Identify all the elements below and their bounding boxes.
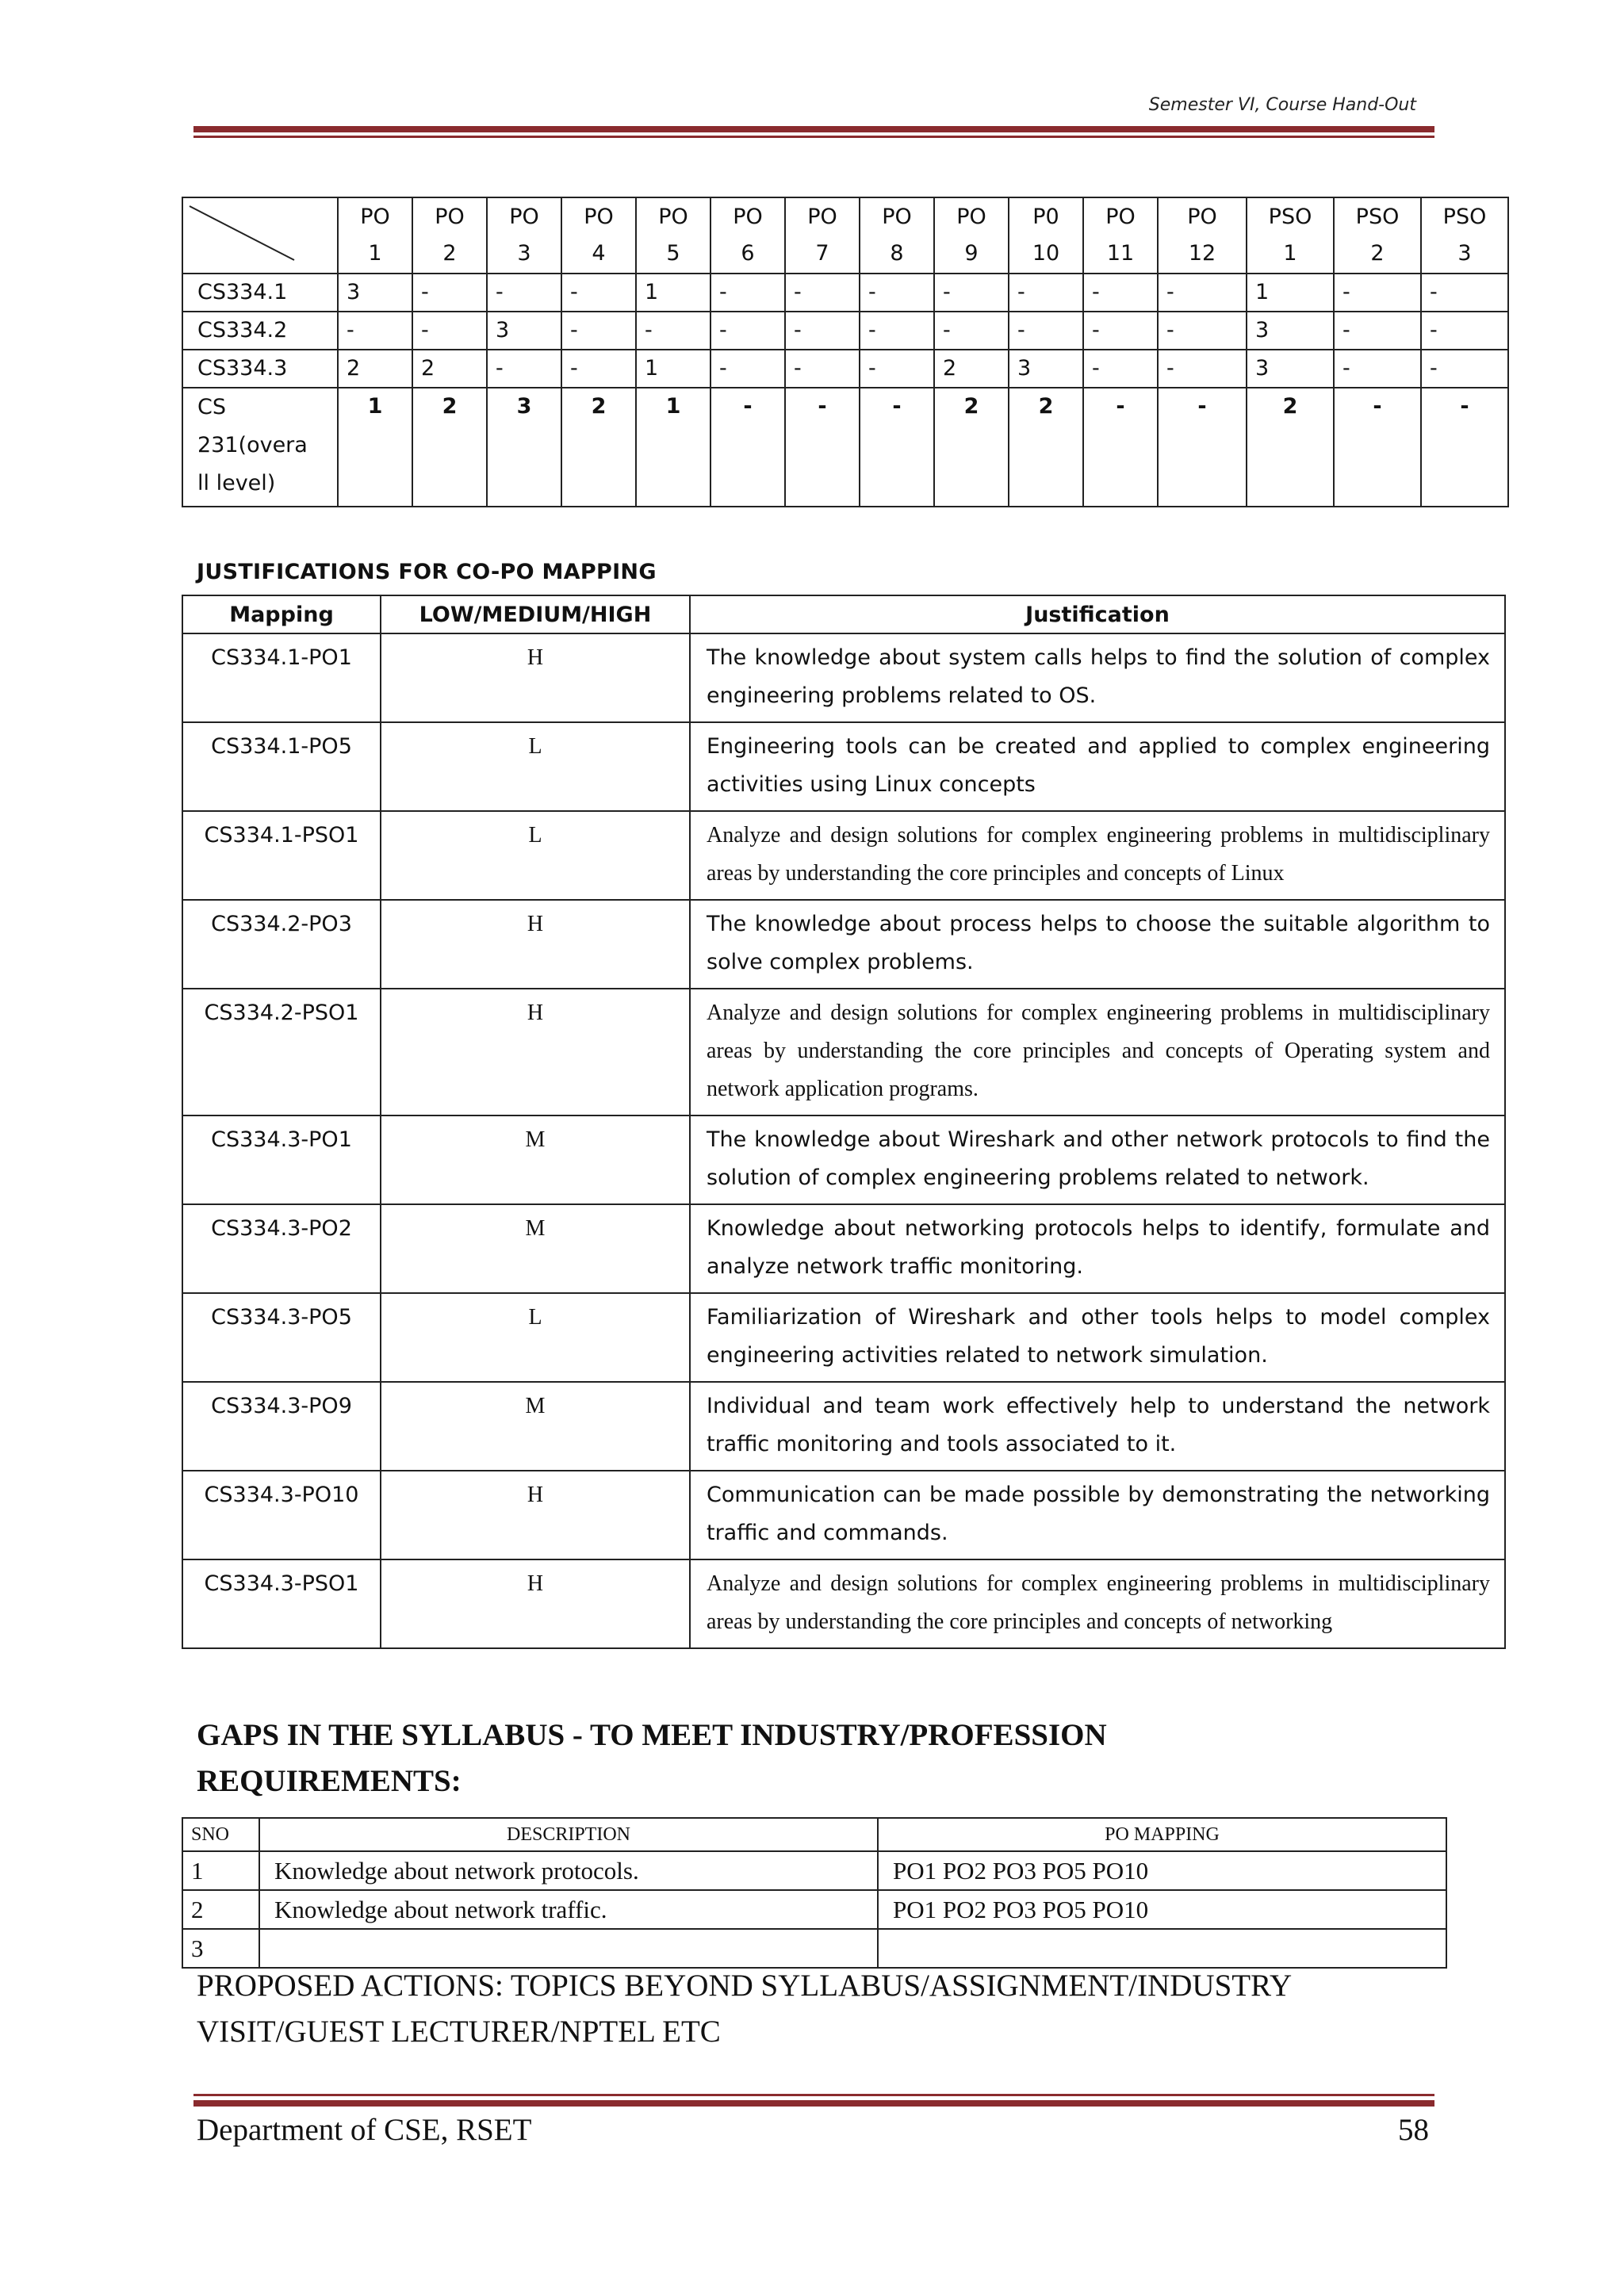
matrix-overall-row xyxy=(182,388,1508,507)
overall-value-cell xyxy=(1083,388,1158,507)
matrix-value-cell: 1 xyxy=(636,274,710,312)
justification-row xyxy=(182,811,1505,900)
col-header-number: 4 xyxy=(592,241,606,266)
matrix-value-cell: - xyxy=(487,350,561,388)
matrix-value-cell: - xyxy=(1083,350,1158,388)
col-header-label: PO xyxy=(360,205,390,229)
matrix-value-cell: - xyxy=(1009,312,1083,350)
matrix-col-header xyxy=(1247,197,1334,274)
matrix-value-cell: - xyxy=(710,312,785,350)
matrix-value-cell: - xyxy=(338,312,412,350)
level-cell: H xyxy=(381,1559,690,1648)
overall-value-cell xyxy=(1421,388,1508,507)
justification-row xyxy=(182,989,1505,1115)
gaps-table xyxy=(182,1817,1447,1969)
overall-label-line: 231(overa xyxy=(197,433,308,457)
matrix-header-row xyxy=(182,197,1508,274)
proposed-line1: PROPOSED ACTIONS: TOPICS BEYOND SYLLABUS/ASSIGNMENT/INDUSTRY xyxy=(197,1969,1293,2003)
overall-value: - xyxy=(1116,394,1125,419)
matrix-col-header xyxy=(785,197,860,274)
matrix-col-header xyxy=(860,197,934,274)
level-cell: L xyxy=(381,811,690,900)
col-header-label: PO xyxy=(1105,205,1136,229)
overall-value: - xyxy=(892,394,902,419)
mapping-cell: CS334.3-PO5 xyxy=(182,1293,381,1382)
matrix-col-header xyxy=(561,197,636,274)
overall-value: 2 xyxy=(1038,394,1054,419)
matrix-value-cell: - xyxy=(1421,312,1508,350)
matrix-value-cell: - xyxy=(934,312,1009,350)
col-header-number: 10 xyxy=(1032,241,1060,266)
col-header-label: PO xyxy=(956,205,986,229)
gaps-header-row xyxy=(182,1818,1446,1851)
matrix-value-cell: - xyxy=(710,350,785,388)
level-cell: L xyxy=(381,1293,690,1382)
sno-cell: 1 xyxy=(182,1851,259,1890)
justification-row xyxy=(182,1293,1505,1382)
gaps-row xyxy=(182,1929,1446,1968)
overall-value-cell xyxy=(860,388,934,507)
justification-text-cell: The knowledge about Wireshark and other network protocols to find the solution of complex engineering problems related to network. xyxy=(690,1115,1505,1204)
matrix-value-cell: - xyxy=(487,274,561,312)
level-cell: H xyxy=(381,989,690,1115)
overall-value-cell xyxy=(561,388,636,507)
matrix-col-header xyxy=(1009,197,1083,274)
justification-text-cell: Analyze and design solutions for complex engineering problems in multidisciplinary areas by understanding the core principles and concepts of networking xyxy=(690,1559,1505,1648)
gaps-title xyxy=(197,1712,1386,1804)
col-header-label: PO xyxy=(882,205,912,229)
justification-row xyxy=(182,722,1505,811)
matrix-value-cell: - xyxy=(561,350,636,388)
justification-header: Justification xyxy=(690,595,1505,633)
overall-value-cell xyxy=(710,388,785,507)
level-cell: M xyxy=(381,1382,690,1471)
col-header-label: PO xyxy=(584,205,614,229)
level-cell: H xyxy=(381,633,690,722)
col-header-label: PSO xyxy=(1442,205,1487,229)
sno-cell: 3 xyxy=(182,1929,259,1968)
col-header-number: 2 xyxy=(1370,241,1385,266)
gaps-row xyxy=(182,1851,1446,1890)
justification-text-cell: Analyze and design solutions for complex engineering problems in multidisciplinary areas by understanding the core principles and concepts of Linux xyxy=(690,811,1505,900)
matrix-col-header xyxy=(636,197,710,274)
sno-cell: 2 xyxy=(182,1890,259,1929)
level-header: LOW/MEDIUM/HIGH xyxy=(381,595,690,633)
overall-value: 1 xyxy=(665,394,681,419)
description-cell: Knowledge about network traffic. xyxy=(259,1890,878,1929)
gaps-title-line1: GAPS IN THE SYLLABUS - TO MEET INDUSTRY/PROFESSION xyxy=(197,1718,1107,1752)
matrix-value-cell: 2 xyxy=(338,350,412,388)
overall-value: - xyxy=(1460,394,1469,419)
col-header-number: 1 xyxy=(368,241,382,266)
overall-value-cell xyxy=(1247,388,1334,507)
mapping-cell: CS334.3-PSO1 xyxy=(182,1559,381,1648)
matrix-value-cell: 3 xyxy=(1247,350,1334,388)
justification-header-row xyxy=(182,595,1505,633)
overall-value-cell xyxy=(487,388,561,507)
matrix-col-header xyxy=(934,197,1009,274)
description-cell xyxy=(259,1929,878,1968)
matrix-col-header xyxy=(487,197,561,274)
col-header-label: PSO xyxy=(1355,205,1400,229)
overall-value-cell xyxy=(934,388,1009,507)
overall-value-cell xyxy=(1009,388,1083,507)
justification-text-cell: Individual and team work effectively help to understand the network traffic monitoring and tools associated to it. xyxy=(690,1382,1505,1471)
justification-row xyxy=(182,1115,1505,1204)
col-header-number: 7 xyxy=(815,241,829,266)
col-header-number: 6 xyxy=(741,241,755,266)
matrix-value-cell: - xyxy=(860,312,934,350)
mapping-cell: CS334.1-PO1 xyxy=(182,633,381,722)
col-header-label: PO xyxy=(435,205,465,229)
matrix-value-cell: - xyxy=(860,350,934,388)
matrix-value-cell: 1 xyxy=(636,350,710,388)
diagonal-line xyxy=(183,198,339,273)
footer-rule-thin xyxy=(193,2094,1434,2096)
justification-text-cell: Knowledge about networking protocols helps to identify, formulate and analyze network traffic monitoring. xyxy=(690,1204,1505,1293)
matrix-value-cell: - xyxy=(561,312,636,350)
matrix-value-cell: - xyxy=(1421,274,1508,312)
matrix-value-cell: - xyxy=(1158,274,1247,312)
mapping-header: Mapping xyxy=(182,595,381,633)
overall-value-cell xyxy=(785,388,860,507)
col-header-number: 3 xyxy=(517,241,531,266)
matrix-value-cell: 2 xyxy=(934,350,1009,388)
matrix-value-cell: 1 xyxy=(1247,274,1334,312)
matrix-value-cell: - xyxy=(1083,312,1158,350)
justification-row xyxy=(182,1382,1505,1471)
col-header-label: PO xyxy=(807,205,837,229)
col-header-label: PO xyxy=(1187,205,1217,229)
matrix-value-cell: - xyxy=(710,274,785,312)
matrix-value-cell: - xyxy=(412,312,487,350)
mapping-cell: CS334.3-PO1 xyxy=(182,1115,381,1204)
po-mapping-cell: PO1 PO2 PO3 PO5 PO10 xyxy=(878,1851,1446,1890)
course-outcome-cell: CS334.3 xyxy=(182,350,338,388)
mapping-cell: CS334.2-PO3 xyxy=(182,900,381,989)
header-rule-thick xyxy=(193,126,1434,132)
matrix-col-header xyxy=(1158,197,1247,274)
col-header-label: PO xyxy=(509,205,539,229)
matrix-row xyxy=(182,312,1508,350)
overall-value-cell xyxy=(1158,388,1247,507)
matrix-col-header xyxy=(338,197,412,274)
matrix-value-cell: - xyxy=(636,312,710,350)
matrix-value-cell: 3 xyxy=(1247,312,1334,350)
matrix-col-header xyxy=(1334,197,1421,274)
description-cell: Knowledge about network protocols. xyxy=(259,1851,878,1890)
matrix-value-cell: 3 xyxy=(338,274,412,312)
justification-row xyxy=(182,633,1505,722)
justification-text-cell: Analyze and design solutions for complex engineering problems in multidisciplinary areas by understanding the core principles and concepts of Operating system and network application programs. xyxy=(690,989,1505,1115)
overall-value-cell xyxy=(636,388,710,507)
overall-value: - xyxy=(1197,394,1207,419)
justification-row xyxy=(182,900,1505,989)
mapping-cell: CS334.3-PO10 xyxy=(182,1471,381,1559)
mapping-cell: CS334.1-PSO1 xyxy=(182,811,381,900)
justification-text-cell: Communication can be made possible by demonstrating the networking traffic and commands. xyxy=(690,1471,1505,1559)
mapping-cell: CS334.2-PSO1 xyxy=(182,989,381,1115)
justification-row xyxy=(182,1204,1505,1293)
matrix-value-cell: 2 xyxy=(412,350,487,388)
matrix-value-cell: - xyxy=(1334,350,1421,388)
overall-label-line: ll level) xyxy=(197,471,276,496)
level-cell: M xyxy=(381,1204,690,1293)
matrix-value-cell: - xyxy=(785,274,860,312)
col-header-number: 2 xyxy=(442,241,457,266)
justification-text-cell: The knowledge about system calls helps to find the solution of complex engineering problems related to OS. xyxy=(690,633,1505,722)
col-header-number: 8 xyxy=(890,241,904,266)
justifications-title: JUSTIFICATIONS FOR CO-PO MAPPING xyxy=(197,560,657,584)
overall-value-cell xyxy=(338,388,412,507)
mapping-cell: CS334.3-PO2 xyxy=(182,1204,381,1293)
level-cell: L xyxy=(381,722,690,811)
page-number: 58 xyxy=(1398,2113,1429,2147)
po-mapping-header: PO MAPPING xyxy=(878,1818,1446,1851)
gaps-row xyxy=(182,1890,1446,1929)
mapping-cell: CS334.3-PO9 xyxy=(182,1382,381,1471)
justification-text-cell: Familiarization of Wireshark and other tools helps to model complex engineering activities related to network simulation. xyxy=(690,1293,1505,1382)
matrix-row xyxy=(182,274,1508,312)
matrix-value-cell: - xyxy=(1158,350,1247,388)
proposed-line2: VISIT/GUEST LECTURER/NPTEL ETC xyxy=(197,2015,721,2049)
level-cell: H xyxy=(381,1471,690,1559)
header-rule-thin xyxy=(193,136,1434,138)
justification-row xyxy=(182,1471,1505,1559)
col-header-label: PO xyxy=(733,205,763,229)
matrix-value-cell: - xyxy=(860,274,934,312)
course-outcome-cell: CS334.2 xyxy=(182,312,338,350)
overall-value-cell xyxy=(1334,388,1421,507)
col-header-number: 3 xyxy=(1457,241,1472,266)
matrix-value-cell: - xyxy=(561,274,636,312)
col-header-number: 12 xyxy=(1188,241,1216,266)
overall-value-cell xyxy=(412,388,487,507)
mapping-cell: CS334.1-PO5 xyxy=(182,722,381,811)
justification-text-cell: Engineering tools can be created and applied to complex engineering activities using Linux concepts xyxy=(690,722,1505,811)
overall-value: 2 xyxy=(442,394,458,419)
page-header: Semester VI, Course Hand-Out xyxy=(1148,95,1416,115)
overall-value: 2 xyxy=(963,394,979,419)
col-header-number: 11 xyxy=(1106,241,1135,266)
matrix-value-cell: - xyxy=(1009,274,1083,312)
level-cell: H xyxy=(381,900,690,989)
overall-value: 2 xyxy=(591,394,607,419)
matrix-value-cell: - xyxy=(934,274,1009,312)
justification-table xyxy=(182,595,1506,1649)
po-mapping-cell xyxy=(878,1929,1446,1968)
col-header-number: 1 xyxy=(1283,241,1297,266)
matrix-value-cell: - xyxy=(412,274,487,312)
gaps-title-line2: REQUIREMENTS: xyxy=(197,1764,462,1798)
matrix-corner-cell xyxy=(182,197,338,274)
overall-label-cell xyxy=(182,388,338,507)
justification-row xyxy=(182,1559,1505,1648)
description-header: DESCRIPTION xyxy=(259,1818,878,1851)
level-cell: M xyxy=(381,1115,690,1204)
col-header-label: PSO xyxy=(1268,205,1312,229)
col-header-label: PO xyxy=(658,205,688,229)
matrix-col-header xyxy=(1421,197,1508,274)
overall-label-line: CS xyxy=(197,395,226,419)
matrix-value-cell: 3 xyxy=(487,312,561,350)
matrix-value-cell: - xyxy=(785,350,860,388)
proposed-actions xyxy=(197,1963,1497,2055)
sno-header: SNO xyxy=(182,1818,259,1851)
matrix-value-cell: - xyxy=(1083,274,1158,312)
po-mapping-cell: PO1 PO2 PO3 PO5 PO10 xyxy=(878,1890,1446,1929)
overall-value: 1 xyxy=(367,394,383,419)
justification-text-cell: The knowledge about process helps to choose the suitable algorithm to solve complex problems. xyxy=(690,900,1505,989)
footer-department: Department of CSE, RSET xyxy=(197,2113,532,2147)
col-header-label: P0 xyxy=(1032,205,1059,229)
matrix-col-header xyxy=(710,197,785,274)
matrix-value-cell: - xyxy=(785,312,860,350)
col-header-number: 9 xyxy=(964,241,979,266)
overall-value: - xyxy=(1373,394,1382,419)
matrix-col-header xyxy=(412,197,487,274)
overall-value: - xyxy=(743,394,753,419)
course-outcome-cell: CS334.1 xyxy=(182,274,338,312)
overall-value: 3 xyxy=(516,394,532,419)
footer-rule-thick xyxy=(193,2100,1434,2107)
matrix-value-cell: - xyxy=(1421,350,1508,388)
matrix-col-header xyxy=(1083,197,1158,274)
co-po-matrix xyxy=(182,197,1509,507)
col-header-number: 5 xyxy=(666,241,680,266)
matrix-value-cell: - xyxy=(1158,312,1247,350)
matrix-row xyxy=(182,350,1508,388)
matrix-value-cell: - xyxy=(1334,312,1421,350)
matrix-value-cell: 3 xyxy=(1009,350,1083,388)
overall-value: - xyxy=(818,394,827,419)
matrix-value-cell: - xyxy=(1334,274,1421,312)
overall-value: 2 xyxy=(1282,394,1298,419)
